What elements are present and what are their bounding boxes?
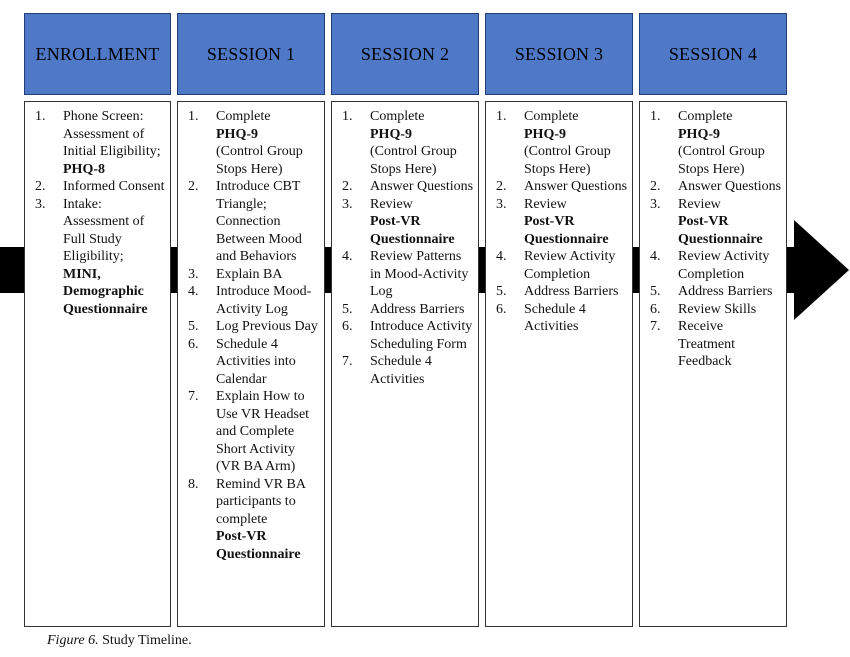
step-item bbox=[490, 248, 628, 283]
step-text bbox=[678, 178, 782, 196]
step-number: 3. bbox=[35, 196, 46, 212]
figure-caption bbox=[47, 633, 192, 649]
step-text-segment: Address Barriers bbox=[524, 284, 619, 299]
step-text bbox=[216, 266, 320, 284]
step-item bbox=[336, 318, 474, 353]
step-text-segment: Phone Screen: Assessment of Initial Eligibility; bbox=[63, 109, 161, 159]
step-text-segment: Answer Questions bbox=[370, 179, 474, 194]
enrollment-steps-box bbox=[24, 101, 171, 627]
step-item bbox=[490, 178, 628, 196]
step-text bbox=[216, 283, 320, 318]
step-text-segment: (Control Group Stops Here) bbox=[524, 144, 611, 177]
step-text-segment: Receive Treatment Feedback bbox=[678, 319, 736, 369]
step-item bbox=[490, 283, 628, 301]
step-text bbox=[63, 178, 166, 196]
session-2-step-list bbox=[336, 108, 474, 388]
step-number: 2. bbox=[35, 179, 46, 194]
step-text-segment: Complete bbox=[370, 109, 425, 124]
step-item bbox=[182, 266, 320, 284]
step-text-segment: Review bbox=[678, 196, 721, 212]
step-text-segment: Intake: Assessment of Full Study Eligibility; bbox=[63, 196, 145, 264]
step-number: 1. bbox=[35, 109, 46, 124]
step-item bbox=[490, 196, 628, 249]
step-text bbox=[370, 353, 474, 388]
step-item bbox=[182, 318, 320, 336]
step-text bbox=[678, 283, 782, 301]
step-text-bold: MINI, Demographic Questionnaire bbox=[63, 266, 148, 317]
step-text-bold: Post-VR Questionnaire bbox=[524, 214, 609, 247]
step-number: 1. bbox=[342, 109, 353, 124]
step-item bbox=[336, 196, 474, 249]
step-text-bold: Post-VR Questionnaire bbox=[370, 214, 455, 247]
step-text bbox=[370, 108, 474, 178]
session-4-steps-box bbox=[639, 101, 787, 627]
step-text bbox=[678, 196, 782, 249]
session-4-header: SESSION 4 bbox=[639, 13, 787, 95]
step-number: 3. bbox=[650, 196, 661, 212]
step-text-segment: Address Barriers bbox=[678, 284, 773, 299]
step-item bbox=[644, 196, 782, 249]
step-text-segment: Introduce CBT Triangle; Connection Between Mood and Behaviors bbox=[216, 179, 302, 264]
step-number: 7. bbox=[188, 389, 199, 404]
step-text-bold: PHQ-9 bbox=[524, 126, 566, 142]
step-text-segment: Schedule 4 Activities into Calendar bbox=[216, 336, 296, 387]
step-number: 5. bbox=[650, 284, 661, 299]
session-3-steps-box bbox=[485, 101, 633, 627]
step-number: 4. bbox=[342, 249, 353, 264]
step-item bbox=[336, 301, 474, 319]
step-number: 7. bbox=[650, 319, 661, 334]
session-2-steps-box bbox=[331, 101, 479, 627]
step-text-bold: PHQ-8 bbox=[63, 161, 105, 177]
step-text bbox=[524, 283, 628, 301]
figure-caption-text: Study Timeline. bbox=[102, 633, 192, 648]
step-text-segment: Answer Questions bbox=[678, 179, 782, 194]
step-text-segment: Complete bbox=[678, 109, 733, 124]
step-number: 2. bbox=[650, 179, 661, 194]
figure-label: Figure 6. bbox=[47, 633, 99, 648]
step-text bbox=[216, 336, 320, 389]
step-text bbox=[370, 196, 474, 249]
step-number: 1. bbox=[496, 109, 507, 124]
step-item bbox=[182, 388, 320, 476]
step-item bbox=[336, 353, 474, 388]
step-number: 4. bbox=[188, 284, 199, 299]
step-text bbox=[63, 108, 166, 178]
step-number: 5. bbox=[496, 284, 507, 299]
step-item bbox=[644, 178, 782, 196]
step-item bbox=[336, 248, 474, 301]
step-text bbox=[524, 108, 628, 178]
step-text bbox=[678, 108, 782, 178]
step-text-segment: Log Previous Day bbox=[216, 319, 318, 334]
step-text bbox=[216, 108, 320, 178]
step-number: 2. bbox=[342, 179, 353, 194]
step-text-segment: Answer Questions bbox=[524, 179, 628, 194]
step-number: 6. bbox=[650, 301, 661, 317]
step-text bbox=[370, 301, 474, 319]
session-1-steps-box bbox=[177, 101, 325, 627]
step-text bbox=[524, 178, 628, 196]
step-item bbox=[182, 336, 320, 389]
step-number: 5. bbox=[188, 319, 199, 334]
step-text-segment: Review Patterns in Mood-Activity Log bbox=[370, 249, 469, 299]
step-number: 3. bbox=[496, 196, 507, 212]
step-text-segment: (Control Group Stops Here) bbox=[216, 144, 303, 177]
step-number: 8. bbox=[188, 476, 199, 492]
step-number: 1. bbox=[650, 109, 661, 124]
step-item bbox=[336, 178, 474, 196]
step-text bbox=[216, 388, 320, 476]
step-number: 6. bbox=[342, 319, 353, 334]
enrollment-step-list bbox=[29, 108, 166, 318]
step-text bbox=[216, 318, 320, 336]
step-text-segment: Review bbox=[370, 196, 413, 212]
session-3-step-list bbox=[490, 108, 628, 336]
step-text-bold: Post-VR Questionnaire bbox=[216, 529, 301, 562]
session-2-header: SESSION 2 bbox=[331, 13, 479, 95]
step-number: 5. bbox=[342, 301, 353, 317]
step-text-segment: Introduce Activity Scheduling Form bbox=[370, 319, 473, 352]
enrollment-header: ENROLLMENT bbox=[24, 13, 171, 95]
step-item bbox=[29, 196, 166, 319]
step-number: 6. bbox=[496, 301, 507, 317]
session-1-header: SESSION 1 bbox=[177, 13, 325, 95]
step-item bbox=[490, 301, 628, 336]
step-text-segment: Explain How to Use VR Headset and Complete Short Activity (VR BA Arm) bbox=[216, 389, 310, 474]
step-text bbox=[524, 248, 628, 283]
step-number: 4. bbox=[650, 249, 661, 264]
timeline-arrow-head bbox=[794, 220, 849, 320]
step-text-segment: Review bbox=[524, 196, 567, 212]
step-number: 1. bbox=[188, 109, 199, 124]
step-text-segment: Review Skills bbox=[678, 301, 757, 317]
step-text-segment: Review Activity Completion bbox=[524, 249, 616, 282]
step-text bbox=[678, 301, 782, 319]
step-number: 3. bbox=[342, 196, 353, 212]
step-text bbox=[370, 178, 474, 196]
step-item bbox=[490, 108, 628, 178]
step-text bbox=[370, 248, 474, 301]
step-text bbox=[678, 248, 782, 283]
step-text bbox=[524, 301, 628, 336]
step-item bbox=[336, 108, 474, 178]
step-text bbox=[216, 178, 320, 266]
step-text-segment: Address Barriers bbox=[370, 301, 465, 317]
step-text-segment: Review Activity Completion bbox=[678, 249, 770, 282]
step-text-segment: Schedule 4 Activities bbox=[370, 354, 432, 387]
step-text-bold: PHQ-9 bbox=[216, 126, 258, 142]
step-item bbox=[29, 178, 166, 196]
step-number: 2. bbox=[496, 179, 507, 194]
step-item bbox=[644, 318, 782, 371]
session-1-step-list bbox=[182, 108, 320, 563]
step-item bbox=[29, 108, 166, 178]
step-number: 3. bbox=[188, 266, 199, 282]
step-text-segment: (Control Group Stops Here) bbox=[678, 144, 765, 177]
session-4-step-list bbox=[644, 108, 782, 371]
step-item bbox=[182, 108, 320, 178]
step-text bbox=[216, 476, 320, 564]
step-text-segment: Explain BA bbox=[216, 266, 283, 282]
step-item bbox=[182, 283, 320, 318]
step-text-segment: Schedule 4 Activities bbox=[524, 301, 586, 334]
step-text-bold: Post-VR Questionnaire bbox=[678, 214, 763, 247]
step-text bbox=[524, 196, 628, 249]
step-item bbox=[644, 248, 782, 283]
step-item bbox=[644, 301, 782, 319]
step-item bbox=[182, 476, 320, 564]
step-number: 6. bbox=[188, 336, 199, 352]
step-text bbox=[678, 318, 782, 371]
step-text-segment: Informed Consent bbox=[63, 179, 165, 194]
step-number: 2. bbox=[188, 179, 199, 194]
step-text bbox=[370, 318, 474, 353]
step-number: 7. bbox=[342, 354, 353, 369]
step-text-segment: (Control Group Stops Here) bbox=[370, 144, 457, 177]
step-text-bold: PHQ-9 bbox=[678, 126, 720, 142]
step-text-segment: Introduce Mood-Activity Log bbox=[216, 284, 312, 317]
step-text bbox=[63, 196, 166, 319]
step-text-bold: PHQ-9 bbox=[370, 126, 412, 142]
step-item bbox=[644, 283, 782, 301]
session-3-header: SESSION 3 bbox=[485, 13, 633, 95]
step-number: 4. bbox=[496, 249, 507, 264]
step-text-segment: Complete bbox=[524, 109, 579, 124]
step-item bbox=[644, 108, 782, 178]
step-text-segment: Complete bbox=[216, 109, 271, 124]
step-item bbox=[182, 178, 320, 266]
step-text-segment: Remind VR BA participants to complete bbox=[216, 476, 306, 527]
